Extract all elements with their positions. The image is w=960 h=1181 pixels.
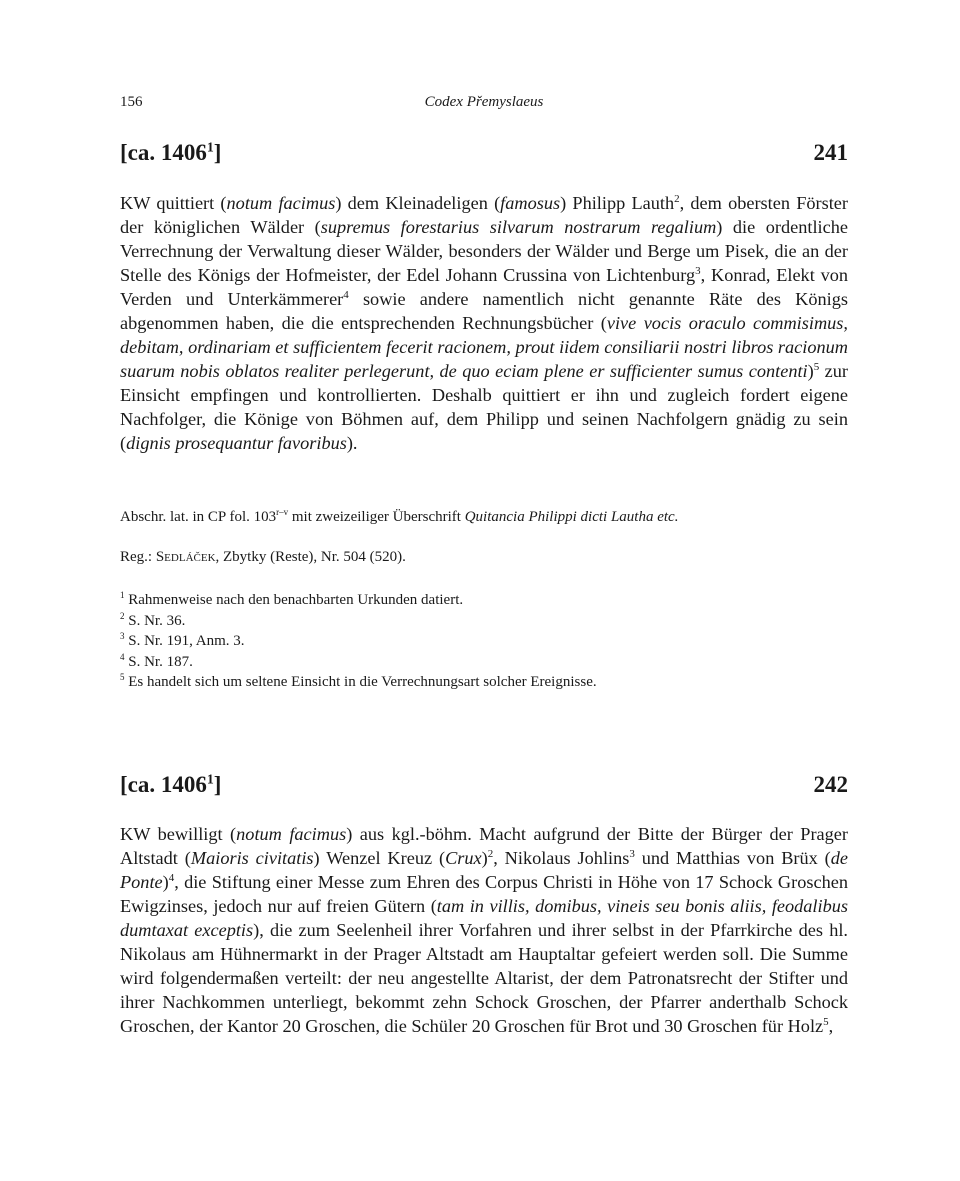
- doc-242-heading: [120, 772, 848, 802]
- running-title: Codex Přemyslaeus: [424, 94, 544, 110]
- doc-241-number: 241: [813, 140, 848, 165]
- doc-241-regest: KW quittiert (notum facimus) dem Kleinadeligen (famosus) Philipp Lauth$^2$, dem obersten Förster der königlichen Wälder (supremus forestarius silvarum nostrarum regalium) die ordentliche Verrechnung der Verwaltung dieser Wälder, besonders der Wälder und Berge um Pisek, die an der Stelle des Königs der Hofmeister, der Edel Johann Crussina von Lichtenburg$^3$, Konrad, Elekt von Verden und Unterkämmerer$^4$ sowie andere namentlich nicht genannte Räte des Königs abgenommen haben, die die entsprechenden Rechnungsbücher (vive vocis oraculo commisimus, debitam, ordinariam et sufficientem fecerit racionem, prout iidem consiliarii nostri libros racionum suarum nobis oblatos realiter perlegerunt, de quo eciam plene er sufficienter sumus contenti)$^5$ zur Einsicht empfingen und kontrollierten. Deshalb quittiert er ihn und zugleich fordert eigene Nachfolger, die Könige von Böhmen auf, dem Philipp und seinen Nachfolgern gnädig zu sein (dignis prosequantur favoribus).: [120, 192, 849, 453]
- running-header: [120, 94, 848, 116]
- doc-241-manuscript-note: Abschr. lat. in CP fol. 103$^{r-v}$ mit zweizeiliger Überschrift Quitancia Philippi dicti Lautha etc.: [120, 507, 679, 525]
- doc-242-number: 242: [813, 772, 848, 797]
- doc-241-date: [ca. 1406$^1$]: [120, 139, 222, 165]
- doc-242-regest: KW bewilligt (notum facimus) aus kgl.-böhm. Macht aufgrund der Bitte der Bürger der Prager Altstadt (Maioris civitatis) Wenzel Kreuz (Crux)$^2$, Nikolaus Johlins$^3$ und Matthias von Brüx (de Ponte)$^4$, die Stiftung einer Messe zum Ehren des Corpus Christi in Höhe von 17 Schock Groschen Ewigzinses, jedoch nur auf freien Gütern (tam in villis, domibus, vineis seu bonis aliis, feodalibus dumtaxat exceptis), die zum Seelenheil ihrer Vorfahren und ihrer selbst in der Pfarrkirche des hl. Nikolaus am Hühnermarkt in der Prager Altstadt am Hauptaltar gefeiert werden soll. Die Summe wird folgendermaßen verteilt: der neu angestellte Altarist, der dem Patronatsrecht der Stifter und ihrer Nachkommen unterliegt, bekommt zehn Schock Groschen, der Pfarrer anderthalb Schock Groschen, der Kantor 20 Groschen, die Schüler 20 Groschen für Brot und 30 Groschen für Holz$^5$,: [120, 824, 849, 1036]
- footnote: $^2$ S. Nr. 36.: [120, 610, 186, 629]
- footnote: $^1$ Rahmenweise nach den benachbarten Urkunden datiert.: [120, 590, 464, 608]
- footnote: $^3$ S. Nr. 191, Anm. 3.: [120, 631, 245, 649]
- footnote: $^4$ S. Nr. 187.: [120, 651, 193, 670]
- doc-241-heading: [120, 140, 848, 170]
- doc-242-date: [ca. 1406$^1$]: [120, 771, 222, 797]
- footnote: $^5$ Es handelt sich um seltene Einsicht in die Verrechnungsart solcher Ereignisse.: [120, 672, 597, 690]
- doc-241-footnotes: [120, 590, 848, 693]
- doc-241-regest-reference: Reg.: Sedláček, Zbytky (Reste), Nr. 504 (520).: [120, 549, 406, 565]
- page-number: 156: [120, 94, 143, 110]
